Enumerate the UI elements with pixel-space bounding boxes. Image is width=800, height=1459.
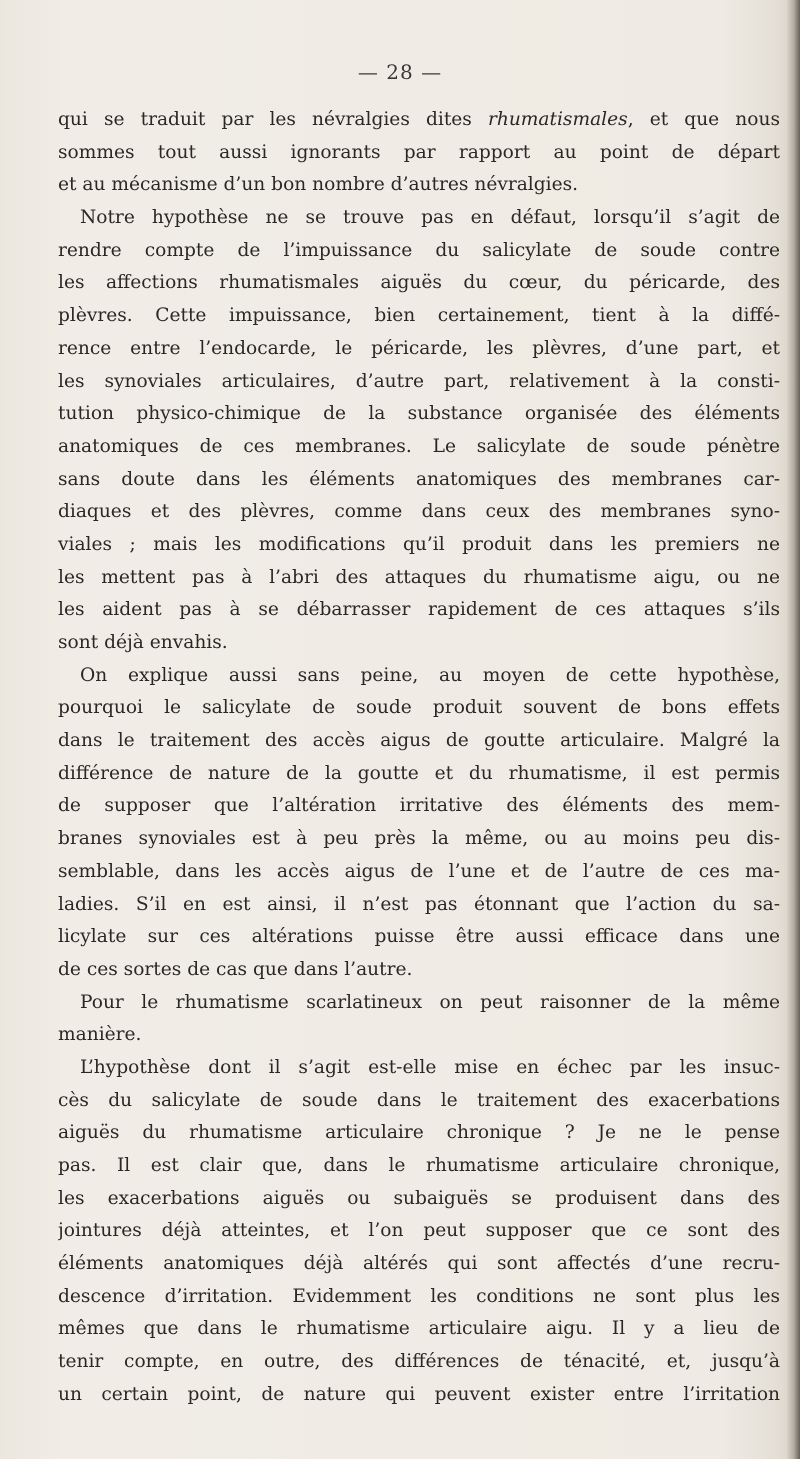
text-line: On explique aussi sans peine, au moyen de cette hypothèse, (80, 664, 780, 686)
text-line: dans le traitement des accès aigus de goutte articulaire. Malgré la (58, 730, 780, 752)
text-line: sommes tout aussi ignorants par rapport au point de départ (58, 141, 780, 163)
text-line: anatomiques de ces membranes. Le salicylate de soude pénètre (58, 435, 780, 457)
text-line: et au mécanisme d’un bon nombre d’autres névralgies. (58, 174, 579, 196)
text-line: L’hypothèse dont il s’agit est-elle mise en échec par les insuc- (80, 1056, 780, 1078)
text-line: tenir compte, en outre, des différences de ténacité, et, jusqu’à (58, 1351, 780, 1373)
text-line: jointures déjà atteintes, et l’on peut supposer que ce sont des (58, 1220, 780, 1242)
text-line: pas. Il est clair que, dans le rhumatisme articulaire chronique, (58, 1155, 780, 1176)
text-line: sont déjà envahis. (58, 632, 228, 653)
text-line: cès du salicylate de soude dans le traitement des exacerbations (58, 1089, 780, 1111)
text-line: plèvres. Cette impuissance, bien certainement, tient à la diffé- (58, 305, 780, 327)
text-line: qui se traduit par les névralgies dites rhumatismales, et que nous (58, 109, 780, 130)
text-line: de supposer que l’altération irritative des éléments des mem- (58, 795, 780, 817)
text-line: licylate sur ces altérations puisse être aussi efficace dans une (58, 926, 780, 948)
text-line: descence d’irritation. Evidemment les conditions ne sont plus les (58, 1285, 780, 1307)
text-line: les aident pas à se débarrasser rapidement de ces attaques s’ils (58, 599, 780, 621)
page-edge-shadow (786, 0, 800, 1459)
text-line: de ces sortes de cas que dans l’autre. (58, 958, 413, 980)
text-line: un certain point, de nature qui peuvent exister entre l’irritation (58, 1383, 780, 1405)
text-line: mêmes que dans le rhumatisme articulaire aigu. Il y a lieu de (58, 1318, 780, 1340)
text-line: tution physico-chimique de la substance organisée des éléments (58, 403, 780, 425)
text-line: les exacerbations aiguës ou subaiguës se produisent dans des (58, 1187, 780, 1209)
text-line: rendre compte de l’impuissance du salicylate de soude contre (58, 239, 780, 261)
text-line: semblable, dans les accès aigus de l’une et de l’autre de ces ma- (58, 860, 780, 882)
text-line: branes synoviales est à peu près la même, ou au moins peu dis- (58, 828, 780, 850)
text-line: manière. (58, 1024, 142, 1046)
text-line: viales ; mais les modifications qu’il produit dans les premiers ne (58, 533, 780, 555)
text-line: éléments anatomiques déjà altérés qui sont affectés d’une recru- (58, 1253, 780, 1275)
text-line: ladies. S’il en est ainsi, il n’est pas étonnant que l’action du sa- (58, 893, 780, 915)
italic-term: rhumatismales (487, 109, 628, 130)
text-line: aiguës du rhumatisme articulaire chronique ? Je ne le pense (58, 1122, 780, 1144)
text-line: pourquoi le salicylate de soude produit souvent de bons effets (58, 697, 780, 719)
text-line: Notre hypothèse ne se trouve pas en défaut, lorsqu’il s’agit de (80, 207, 780, 229)
text-line: diaques et des plèvres, comme dans ceux des membranes syno- (58, 501, 780, 523)
text-line: les synoviales articulaires, d’autre part, relativement à la consti- (58, 370, 780, 392)
page-number: — 28 — (357, 60, 443, 84)
text-line: les affections rhumatismales aiguës du cœur, du péricarde, des (58, 272, 780, 294)
text-line: rence entre l’endocarde, le péricarde, les plèvres, d’une part, et (58, 337, 780, 359)
text-line: sans doute dans les éléments anatomiques des membranes car- (58, 468, 780, 490)
body-text (58, 104, 780, 1412)
text-line: Pour le rhumatisme scarlatineux on peut raisonner de la même (80, 991, 780, 1013)
text-line: différence de nature de la goutte et du rhumatisme, il est permis (58, 762, 780, 784)
text-line: les mettent pas à l’abri des attaques du rhumatisme aigu, ou ne (58, 566, 780, 588)
